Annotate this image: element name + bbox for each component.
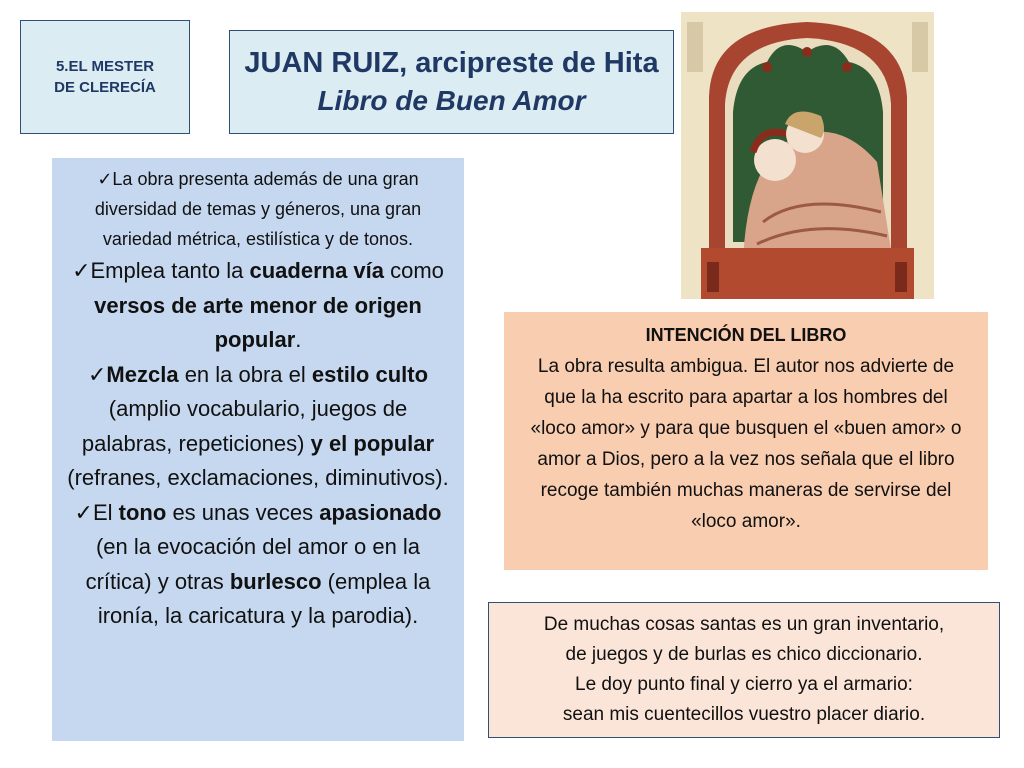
poem-line: Le doy punto final y cierro ya el armario:	[575, 674, 913, 695]
intention-box	[504, 312, 988, 570]
canopy-boss	[842, 62, 852, 72]
feature-meter	[64, 254, 452, 358]
wall-window	[895, 262, 907, 292]
feature-intro	[64, 164, 452, 254]
title-box	[229, 30, 674, 134]
wall-window	[707, 262, 719, 292]
section-label-line1: 5.EL MESTER	[55, 58, 155, 75]
canopy-boss	[802, 47, 812, 57]
tone-bold-1: tono	[118, 499, 167, 525]
side-tower	[687, 22, 703, 72]
intention-text: La obra resulta ambigua. El autor nos advierte de que la ha escrito para apartar a los hombres del «loco amor» y para que busquen el «buen amor» o amor a Dios, pero a la vez nos señala que el libro recoge también muchas maneras de servirse del «loco amor».	[530, 356, 962, 532]
style-bold-3: y el popular	[310, 430, 435, 456]
check-icon: ✓	[97, 169, 113, 189]
author-title: JUAN RUIZ, arcipreste de Hita	[244, 47, 659, 79]
section-label-line2: DE CLERECÍA	[54, 79, 156, 96]
meter-bold-1: cuaderna vía	[249, 258, 384, 283]
canopy-boss	[762, 62, 772, 72]
work-title: Libro de Buen Amor	[317, 85, 586, 116]
castle-wall	[701, 248, 914, 299]
poem-line: sean mis cuentecillos vuestro placer diario.	[562, 704, 926, 725]
tone-text-4: (emplea la ironía, la caricatura y la parodia).	[97, 568, 431, 628]
tone-text-1: El	[92, 499, 119, 525]
features-box	[52, 158, 464, 741]
meter-text-1: Emplea tanto la	[90, 258, 250, 283]
meter-text-3: .	[295, 327, 302, 352]
poem-line: de juegos y de burlas es chico diccionario.	[565, 644, 923, 665]
tone-text-2: es unas veces	[166, 499, 320, 525]
feature-style	[64, 358, 452, 496]
check-icon: ✓	[74, 499, 93, 525]
check-icon: ✓	[72, 258, 91, 283]
tone-text-3: (en la evocación del amor o en la crítica) y otras	[85, 534, 421, 594]
intention-heading: INTENCIÓN DEL LIBRO	[645, 325, 847, 345]
style-text-1: en la obra el	[178, 361, 312, 387]
woman-head	[754, 139, 796, 181]
feature-intro-text: La obra presenta además de una gran diversidad de temas y géneros, una gran variedad métrica, estilística y de tonos.	[94, 169, 422, 249]
meter-bold-2: versos de arte menor de origen popular	[94, 292, 422, 352]
medieval-miniature-icon	[681, 12, 934, 299]
poem-box	[488, 602, 1000, 738]
style-bold-1: Mezcla	[106, 361, 179, 387]
style-bold-2: estilo culto	[311, 361, 429, 387]
poem-line: De muchas cosas santas es un gran inventario,	[543, 614, 945, 635]
feature-tone	[64, 496, 452, 634]
side-tower	[912, 22, 928, 72]
section-label-box	[20, 20, 190, 134]
meter-text-2: como	[384, 258, 444, 283]
tone-bold-3: burlesco	[229, 568, 322, 594]
tone-bold-2: apasionado	[319, 499, 442, 525]
style-text-3: (refranes, exclamaciones, diminutivos).	[67, 465, 449, 490]
style-text-2: (amplio vocabulario, juegos de palabras, repeticiones)	[81, 396, 408, 456]
check-icon: ✓	[87, 361, 107, 387]
